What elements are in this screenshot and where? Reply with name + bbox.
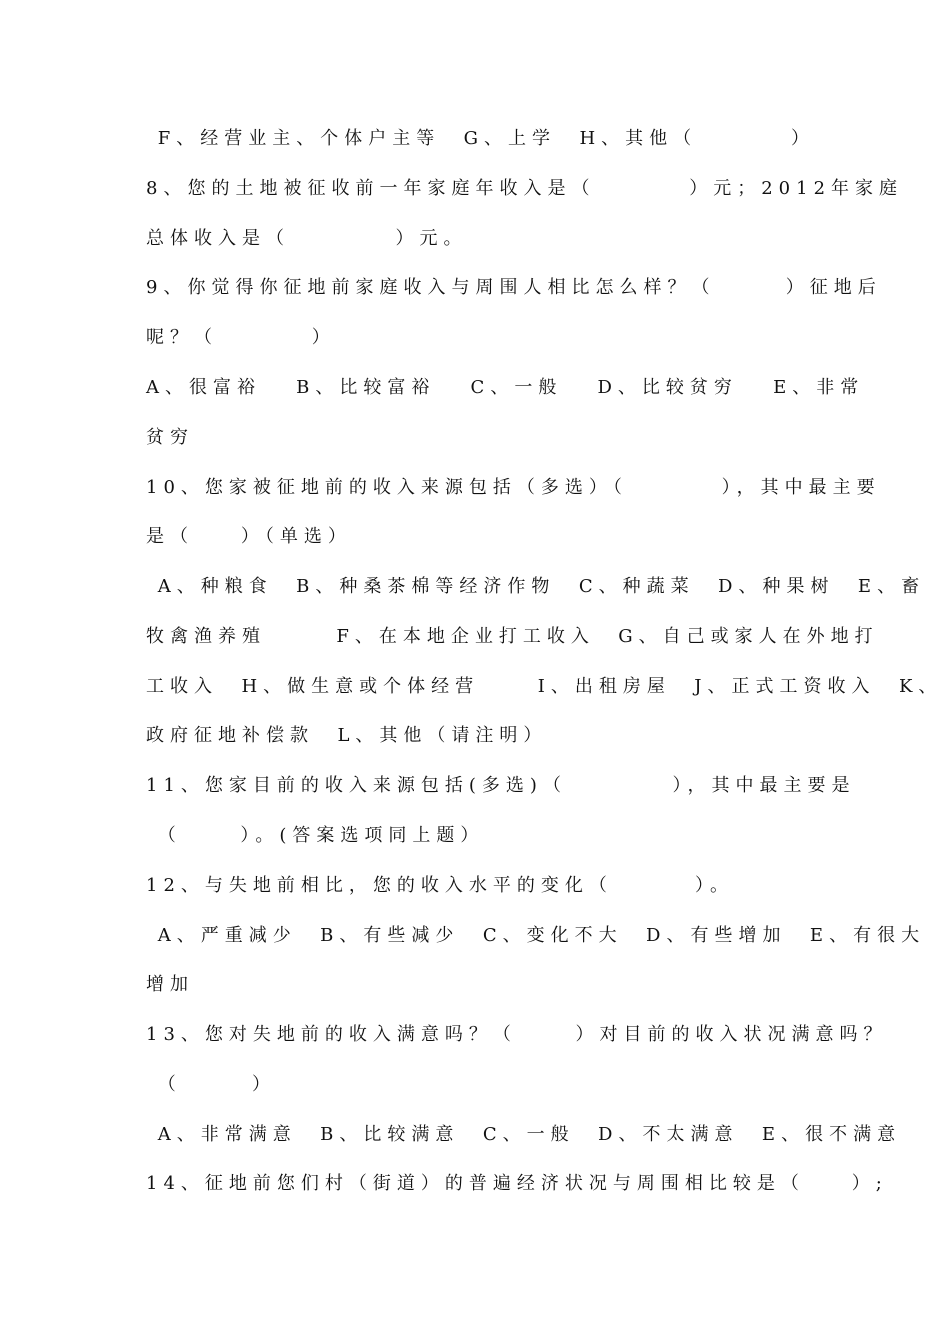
text-line: （ ）: [146, 1074, 277, 1095]
text-line: 总体收入是（ ）元。: [146, 228, 468, 249]
text-line: 10、您家被征地前的收入来源包括（多选）（ ），其中最主要: [146, 477, 881, 498]
text-line: A、严重减少 B、有些减少 C、变化不大 D、有些增加 E、有很大: [146, 925, 926, 946]
text-line: 是（ ）（单选）: [146, 526, 352, 547]
text-line: 9、你觉得你征地前家庭收入与周围人相比怎么样？（ ）征地后: [146, 277, 882, 298]
text-line: F、经营业主、个体户主等 G、上学 H、其他（ ）: [146, 128, 815, 149]
text-line: A、种粮食 B、种桑茶棉等经济作物 C、种蔬菜 D、种果树 E、畜: [146, 576, 926, 597]
text-line: 牧禽渔养殖 F、在本地企业打工收入 G、自己或家人在外地打: [146, 626, 879, 647]
text-line: 政府征地补偿款 L、其他（请注明）: [146, 725, 548, 746]
text-line: A、很富裕 B、比较富裕 C、一般 D、比较贫穷 E、非常: [146, 377, 865, 398]
text-line: 8、您的土地被征收前一年家庭年收入是（ ）元；2012年家庭: [146, 178, 904, 199]
text-line: 14、征地前您们村（街道）的普遍经济状况与周围相比较是（ ）;: [146, 1173, 888, 1194]
text-line: A、非常满意 B、比较满意 C、一般 D、不太满意 E、很不满意: [146, 1124, 902, 1145]
text-line: 贫穷: [146, 427, 194, 448]
text-line: 呢？（ ）: [146, 327, 336, 348]
text-line: 11、您家目前的收入来源包括(多选)（ ），其中最主要是: [146, 775, 856, 796]
text-line: 12、与失地前相比，您的收入水平的变化（ ）。: [146, 875, 734, 896]
text-line: 13、您对失地前的收入满意吗？（ ）对目前的收入状况满意吗？: [146, 1024, 888, 1045]
text-line: 增加: [146, 974, 194, 995]
text-line: （ ）。(答案选项同上题）: [146, 825, 485, 846]
text-line: 工收入 H、做生意或个体经营 I、出租房屋 J、正式工资收入 K、: [146, 676, 943, 697]
